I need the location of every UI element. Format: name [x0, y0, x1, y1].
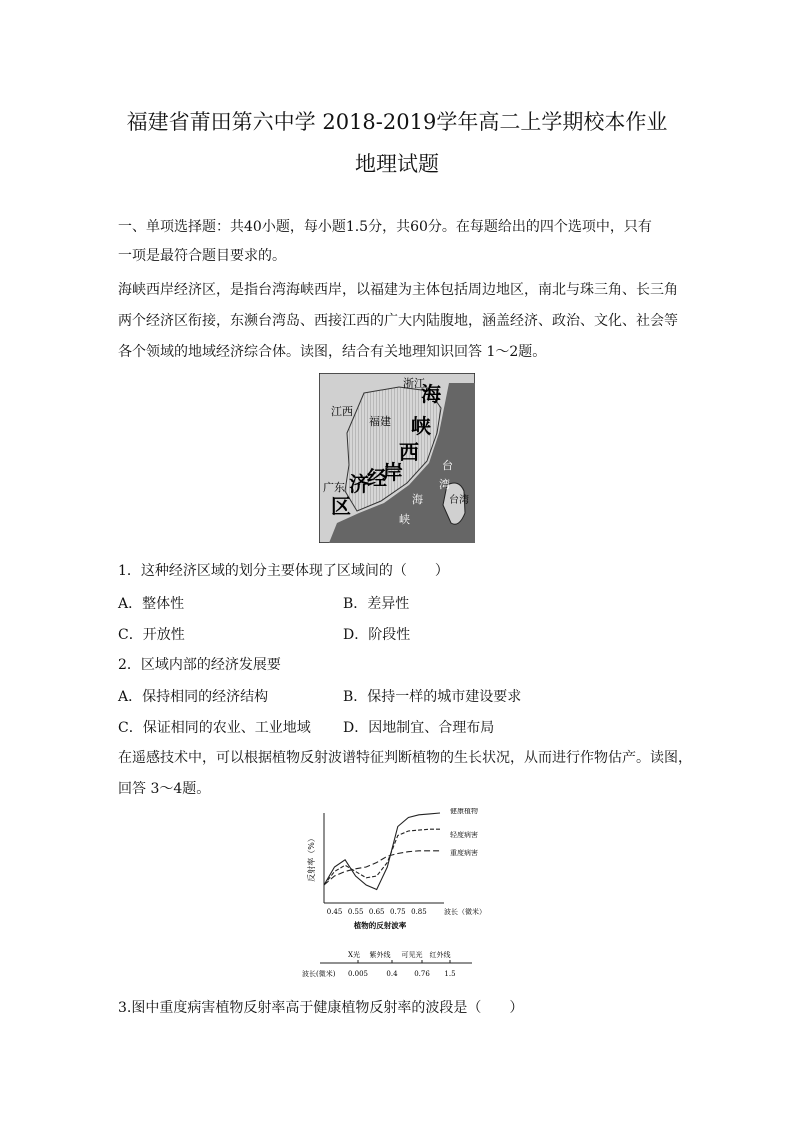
passage2-line: 在遥感技术中，可以根据植物反射波谱特征判断植物的生长状况，从而进行作物估产。读图， — [118, 750, 692, 766]
y-axis-label: 反射率（%） — [307, 834, 316, 882]
map-label-guangdong: 广东 — [323, 481, 345, 494]
spectrum-tick-label: 0.76 — [414, 970, 430, 978]
x-axis-label: 波长（微米） — [444, 908, 486, 916]
spectrum-band-label: 紫外线 — [369, 951, 391, 959]
map-label-strait-1: 台 — [442, 459, 453, 472]
q2-option-d[interactable]: D．因地制宜、合理布局 — [343, 720, 495, 736]
q1-option-d[interactable]: D．阶段性 — [343, 627, 411, 643]
map-label-fujian-1: 福建 — [369, 415, 391, 428]
q2-option-a[interactable]: A．保持相同的经济结构 — [118, 689, 269, 705]
x-tick-label: 0.75 — [390, 908, 406, 916]
passage2-line: 回答 3～4题。 — [118, 781, 211, 797]
q1-option-b[interactable]: B．差异性 — [343, 596, 410, 612]
question-1-stem: 1．这种经济区域的划分主要体现了区域间的（ ） — [118, 563, 449, 579]
series-label: 健康植物 — [450, 808, 478, 815]
map-big-char: 西 — [399, 440, 419, 464]
passage1-line: 各个领域的地域经济综合体。读图，结合有关地理知识回答 1～2题。 — [118, 344, 547, 360]
spectrum-band-label: X光 — [348, 951, 360, 959]
series-line — [324, 829, 440, 885]
section-instruction-cont: 一项是最符合题目要求的。 — [118, 248, 286, 264]
spectrum-band-label: 可见光 — [401, 951, 423, 959]
series-label: 轻度病害 — [450, 831, 478, 840]
map-big-char: 海 — [421, 382, 441, 406]
q2-option-c[interactable]: C．保证相同的农业、工业地域 — [118, 720, 311, 736]
map-big-char: 经 — [367, 466, 387, 490]
document-subtitle: 地理试题 — [355, 152, 439, 176]
question-2-stem: 2．区域内部的经济发展要 — [118, 657, 281, 673]
map-label-taiwan: 台湾 — [449, 495, 469, 506]
question-3-stem: 3.图中重度病害植物反射率高于健康植物反射率的波段是（ ） — [118, 1000, 524, 1016]
map-big-char: 济 — [349, 472, 369, 496]
map-label-strait-4: 峡 — [399, 513, 410, 526]
spectrum-axis-label: 波长(微米) — [302, 970, 336, 978]
document-title: 福建省莆田第六中学 2018-2019学年高二上学期校本作业 — [126, 110, 668, 134]
reflectance-chart — [300, 808, 500, 988]
map-label-strait-3: 海 — [412, 493, 423, 506]
passage1-line: 海峡西岸经济区，是指台湾海峡西岸，以福建为主体包括周边地区，南北与珠三角、长三角 — [118, 282, 678, 298]
map-label-zhejiang: 浙江 — [403, 377, 425, 390]
q1-option-a[interactable]: A．整体性 — [118, 596, 185, 612]
x-tick-label: 0.85 — [411, 908, 427, 916]
map-label-jiangxi: 江西 — [331, 405, 353, 418]
chart-title: 植物的反射波率 — [353, 921, 407, 930]
series-line — [324, 813, 440, 890]
section-instruction: 一、单项选择题：共40小题，每小题1.5分，共60分。在每题给出的四个选项中，只有 — [118, 219, 652, 235]
x-tick-label: 0.55 — [347, 908, 364, 916]
x-tick-label: 0.65 — [368, 908, 385, 916]
spectrum-band-label: 红外线 — [429, 951, 451, 959]
q1-option-c[interactable]: C．开放性 — [118, 627, 185, 643]
map-big-char: 峡 — [411, 414, 431, 438]
haixi-map — [319, 373, 475, 543]
spectrum-tick-label: 0.005 — [347, 970, 369, 978]
map-big-char: 区 — [331, 494, 351, 518]
map-label-strait-2: 湾 — [439, 478, 450, 491]
map-big-char: 岸 — [383, 460, 403, 484]
series-label: 重度病害 — [450, 848, 478, 857]
spectrum-tick-label: 0.4 — [386, 970, 398, 978]
passage1-line: 两个经济区衔接，东濒台湾岛、西接江西的广大内陆腹地，涵盖经济、政治、文化、社会等 — [118, 313, 678, 329]
q2-option-b[interactable]: B．保持一样的城市建设要求 — [343, 689, 522, 705]
spectrum-tick-label: 1.5 — [444, 970, 456, 978]
x-tick-label: 0.45 — [326, 908, 343, 916]
